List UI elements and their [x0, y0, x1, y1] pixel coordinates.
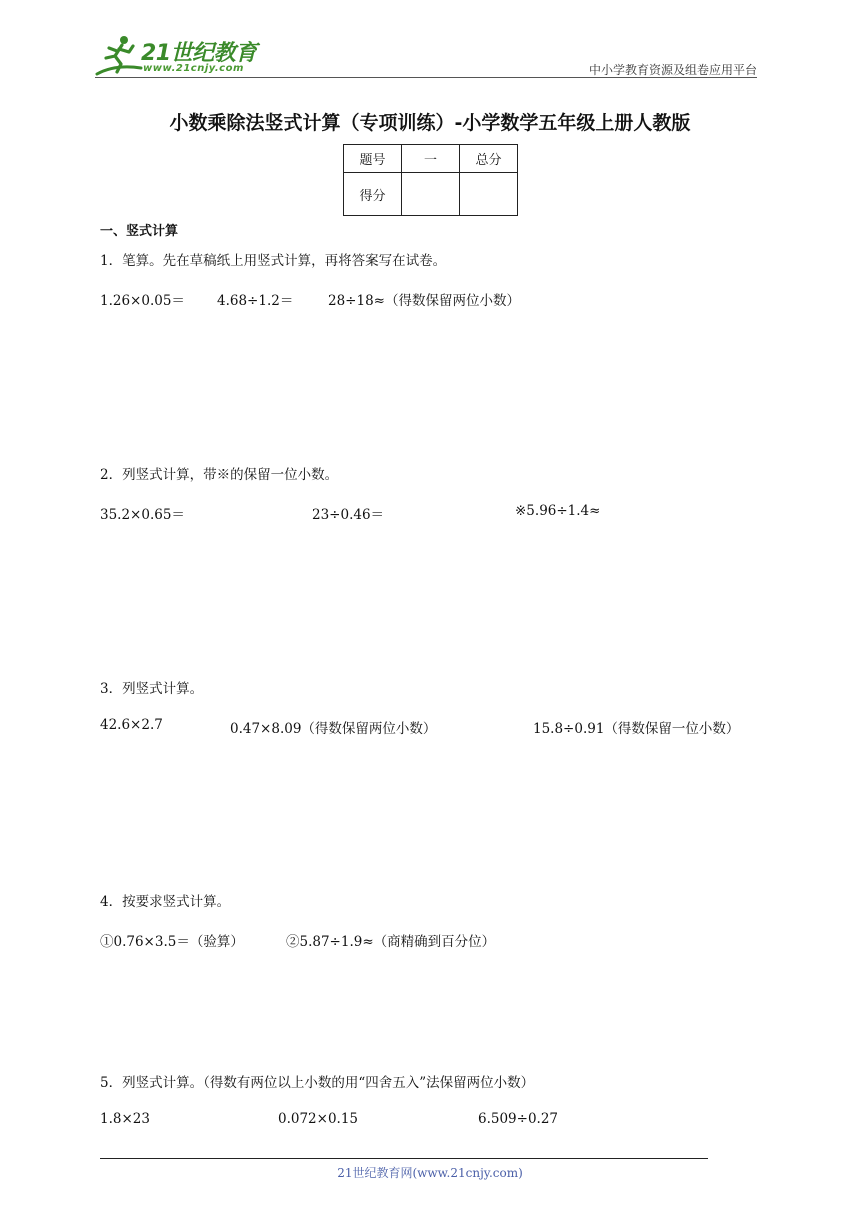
exercise-5-2: 0.072×0.15: [278, 1111, 359, 1127]
exercise-3-1: 42.6×2.7: [100, 717, 163, 733]
footer-link[interactable]: 21世纪教育网(www.21cnjy.com): [337, 1166, 523, 1180]
logo-text: 21世纪教育: [141, 41, 257, 66]
exercise-3-2: 0.47×8.09（得数保留两位小数）: [230, 721, 437, 737]
exercise-1-1: 1.26×0.05＝: [100, 293, 185, 309]
score-header-total: 总分: [460, 145, 518, 173]
exercise-5-1: 1.8×23: [100, 1111, 150, 1127]
exercise-2-3: ※5.96÷1.4≈: [515, 503, 601, 519]
question-3: 3．列竖式计算。: [100, 681, 204, 697]
logo: [95, 34, 265, 78]
score-cell-section-1: [402, 173, 460, 216]
exercise-4-2: ②5.87÷1.9≈（商精确到百分位）: [286, 934, 496, 950]
exercise-5-3: 6.509÷0.27: [478, 1111, 559, 1127]
exercise-2-2: 23÷0.46＝: [312, 507, 385, 523]
question-5: 5．列竖式计算。（得数有两位以上小数的用“四舍五入”法保留两位小数）: [100, 1075, 535, 1091]
page-title: 小数乘除法竖式计算（专项训练）-小学数学五年级上册人教版: [169, 112, 691, 134]
score-table: [343, 144, 518, 216]
runner-icon: [95, 34, 143, 78]
exercise-1-2: 4.68÷1.2＝: [217, 293, 294, 309]
exercise-4-1: ①0.76×3.5＝（验算）: [100, 934, 244, 950]
exercise-1-3: 28÷18≈（得数保留两位小数）: [328, 293, 520, 309]
question-2: 2．列竖式计算，带※的保留一位小数。: [100, 467, 339, 483]
score-header-question-no: 题号: [344, 145, 402, 173]
score-header-section-1: 一: [402, 145, 460, 173]
score-row-label: 得分: [344, 173, 402, 216]
exercise-2-1: 35.2×0.65＝: [100, 507, 185, 523]
section-title: 一、竖式计算: [100, 224, 179, 239]
score-cell-total: [460, 173, 518, 216]
platform-name: 中小学教育资源及组卷应用平台: [588, 63, 757, 77]
page-header: [95, 30, 757, 80]
logo-url: www.21cnjy.com: [143, 63, 244, 74]
footer-divider: [100, 1158, 708, 1159]
question-1: 1．笔算。先在草稿纸上用竖式计算，再将答案写在试卷。: [100, 253, 447, 269]
exercise-3-3: 15.8÷0.91（得数保留一位小数）: [533, 721, 740, 737]
header-divider: [95, 77, 757, 78]
question-4: 4．按要求竖式计算。: [100, 894, 231, 910]
